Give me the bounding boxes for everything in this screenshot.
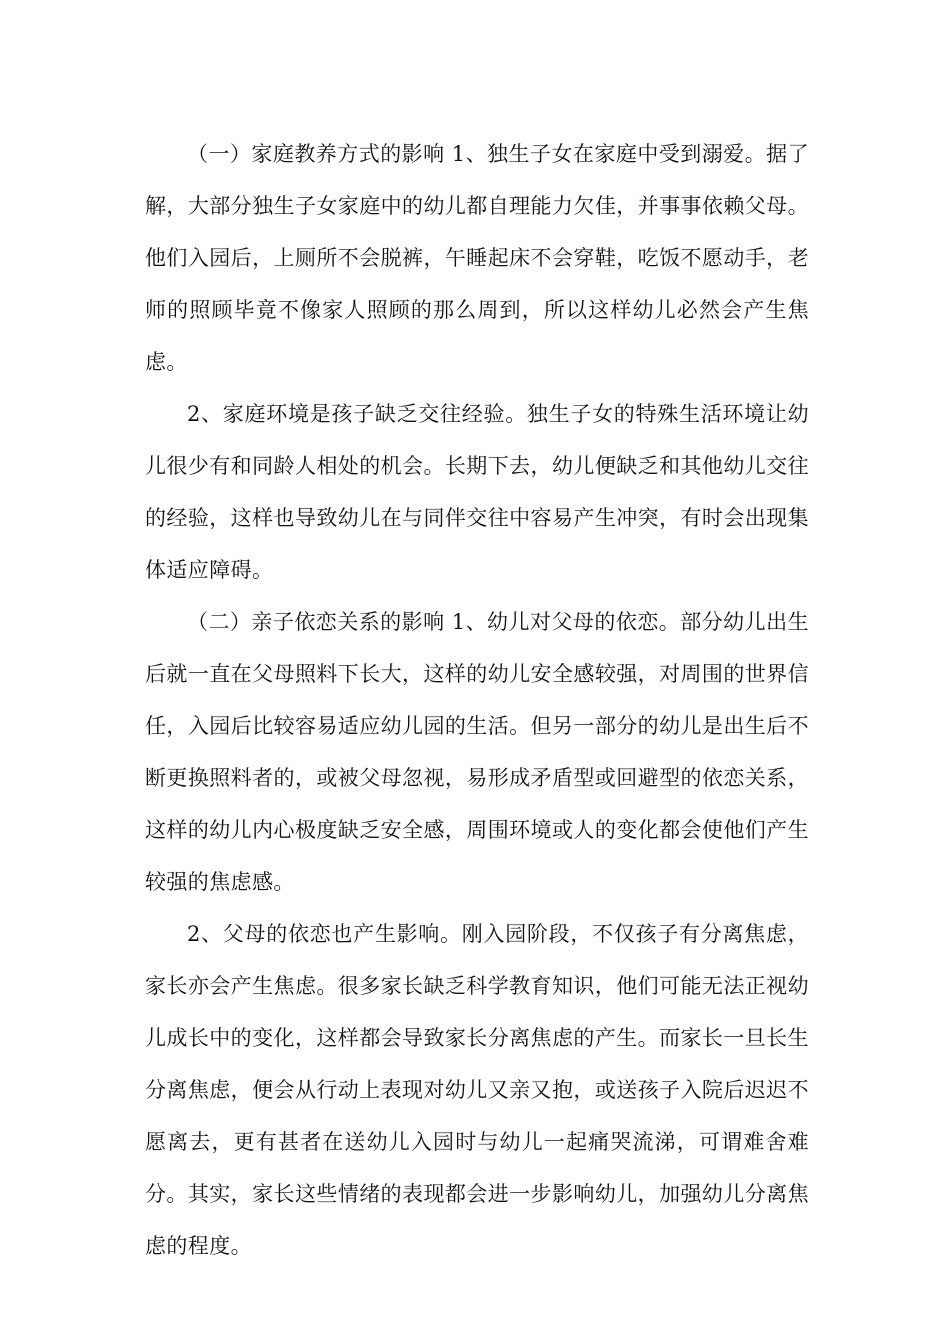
paragraph-family-parenting: （一）家庭教养方式的影响 1、独生子女在家庭中受到溺爱。据了解，大部分独生子女家庭中的幼儿都自理能力欠佳，并事事依赖父母。他们入园后，上厕所不会脱裤，午睡起床不会穿鞋，吃饭不愿动手，老师的照顾毕竟不像家人照顾的那么周到，所以这样幼儿必然会产生焦虑。 [145,142,809,374]
paragraph-child-attachment: （二）亲子依恋关系的影响 1、幼儿对父母的依恋。部分幼儿出生后就一直在父母照料下长大，这样的幼儿安全感较强，对周围的世界信任，入园后比较容易适应幼儿园的生活。但另一部分的幼儿是出生后不断更换照料者的，或被父母忽视，易形成矛盾型或回避型的依恋关系，这样的幼儿内心极度缺乏安全感，周围环境或人的变化都会使他们产生较强的焦虑感。 [145,610,809,894]
paragraph-family-environment: 2、家庭环境是孩子缺乏交往经验。独生子女的特殊生活环境让幼儿很少有和同龄人相处的机会。长期下去，幼儿便缺乏和其他幼儿交往的经验，这样也导致幼儿在与同伴交往中容易产生冲突，有时会出现集体适应障碍。 [145,402,809,582]
paragraph-parent-attachment: 2、父母的依恋也产生影响。刚入园阶段，不仅孩子有分离焦虑，家长亦会产生焦虑。很多家长缺乏科学教育知识，他们可能无法正视幼儿成长中的变化，这样都会导致家长分离焦虑的产生。而家长一旦长生分离焦虑，便会从行动上表现对幼儿又亲又抱，或送孩子入院后迟迟不愿离去，更有甚者在送幼儿入园时与幼儿一起痛哭流涕，可谓难舍难分。其实，家长这些情绪的表现都会进一步影响幼儿，加强幼儿分离焦虑的程度。 [145,922,809,1258]
document-body [145,128,809,1272]
